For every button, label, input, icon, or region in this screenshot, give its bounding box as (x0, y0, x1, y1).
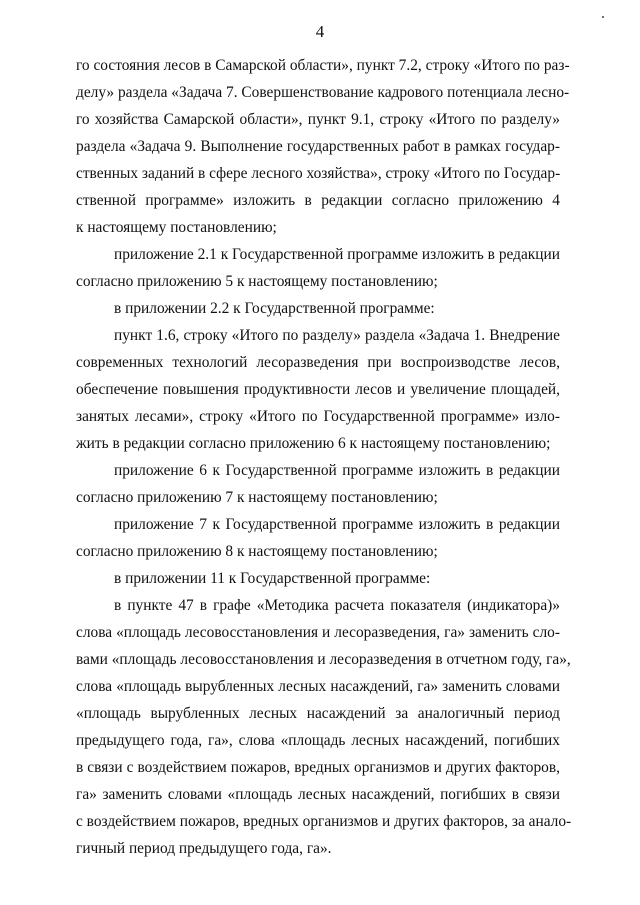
text-line: раздела «Задача 9. Выполнение государственных работ в рамках государ- (76, 138, 560, 155)
page-number: 4 (315, 22, 325, 41)
scan-speck (602, 16, 604, 18)
text-line: вами «площадь лесовосстановления и лесоразведения в отчетном году, га», (76, 651, 571, 668)
text-line: ственных заданий в сфере лесного хозяйства», строку «Итого по Государ- (76, 165, 561, 182)
text-line: го хозяйства Самарской области», пункт 9.1, строку «Итого по разделу» (76, 111, 560, 128)
text-line: согласно приложению 5 к настоящему постановлению; (76, 273, 438, 290)
text-line: современных технологий лесоразведения при воспроизводстве лесов, (76, 354, 560, 371)
text-line: ственной программе» изложить в редакции согласно приложению 4 (76, 192, 560, 209)
text-line: слова «площадь лесовосстановления и лесоразведения, га» заменить сло- (76, 624, 560, 641)
document-body (76, 52, 572, 862)
text-line: в связи с воздействием пожаров, вредных организмов и других факторов, (76, 759, 560, 776)
text-line: в приложении 11 к Государственной программе: (114, 570, 431, 587)
text-line: делу» раздела «Задача 7. Совершенствование кадрового потенциала лесно- (76, 84, 570, 101)
text-line: приложение 6 к Государственной программе изложить в редакции (114, 462, 560, 479)
text-line: предыдущего года, га», слова «площадь лесных насаждений, погибших (76, 732, 560, 749)
text-line: в приложении 2.2 к Государственной программе: (114, 300, 435, 317)
text-line: го состояния лесов в Самарской области», пункт 7.2, строку «Итого по раз- (76, 57, 570, 74)
text-line: приложение 7 к Государственной программе изложить в редакции (114, 516, 560, 533)
text-line: гичный период предыдущего года, га». (76, 840, 332, 857)
text-line: пункт 1.6, строку «Итого по разделу» раздела «Задача 1. Внедрение (114, 327, 560, 344)
text-line: в пункте 47 в графе «Методика расчета показателя (индикатора)» (114, 597, 560, 614)
text-line: приложение 2.1 к Государственной программе изложить в редакции (114, 246, 560, 263)
text-line: обеспечение повышения продуктивности лесов и увеличение площадей, (76, 381, 560, 398)
text-line: занятых лесами», строку «Итого по Государственной программе» изло- (76, 408, 560, 425)
text-line: согласно приложению 8 к настоящему постановлению; (76, 543, 438, 560)
text-line: «площадь вырубленных лесных насаждений за аналогичный период (76, 705, 560, 722)
text-line: слова «площадь вырубленных лесных насаждений, га» заменить словами (76, 678, 560, 695)
text-line: согласно приложению 7 к настоящему постановлению; (76, 489, 438, 506)
text-line: га» заменить словами «площадь лесных насаждений, погибших в связи (76, 786, 560, 803)
text-line: жить в редакции согласно приложению 6 к настоящему постановлению; (76, 435, 551, 452)
text-line: с воздействием пожаров, вредных организмов и других факторов, за анало- (76, 813, 572, 830)
text-line: к настоящему постановлению; (76, 219, 277, 236)
